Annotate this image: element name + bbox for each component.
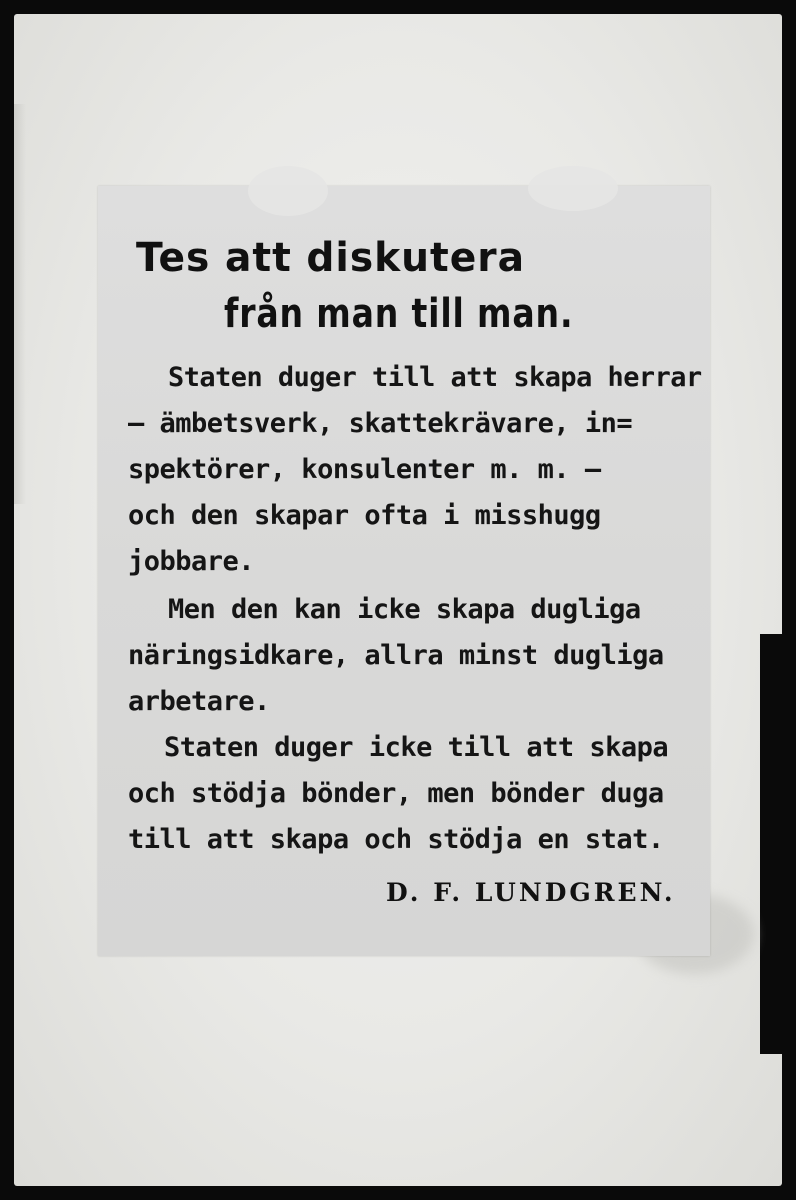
body-line: näringsidkare, allra minst dugliga bbox=[128, 640, 664, 671]
body-line: — ämbetsverk, skattekrävare, in= bbox=[128, 408, 633, 439]
headline-line-2: från man till man. bbox=[224, 291, 574, 337]
body-line: Staten duger icke till att skapa bbox=[164, 732, 669, 763]
body-line: och stödja bönder, men bönder duga bbox=[128, 778, 664, 809]
headline-line-1: Tes att diskutera bbox=[136, 235, 525, 281]
newspaper-clipping bbox=[98, 186, 710, 956]
body-line: Staten duger till att skapa herrar bbox=[168, 362, 702, 393]
paper-blemish bbox=[248, 166, 328, 216]
body-line: och den skapar ofta i misshugg bbox=[128, 500, 601, 531]
plate-edge-shadow bbox=[14, 104, 26, 504]
glass-plate bbox=[14, 14, 782, 1186]
author-signature: D. F. LUNDGREN. bbox=[386, 878, 676, 907]
paper-blemish bbox=[528, 166, 618, 211]
body-line: jobbare. bbox=[128, 546, 255, 577]
body-line: Men den kan icke skapa dugliga bbox=[168, 594, 641, 625]
body-line: till att skapa och stödja en stat. bbox=[128, 824, 664, 855]
body-line: spektörer, konsulenter m. m. — bbox=[128, 454, 601, 485]
plate-broken-edge bbox=[760, 634, 782, 1054]
body-line: arbetare. bbox=[128, 686, 270, 717]
